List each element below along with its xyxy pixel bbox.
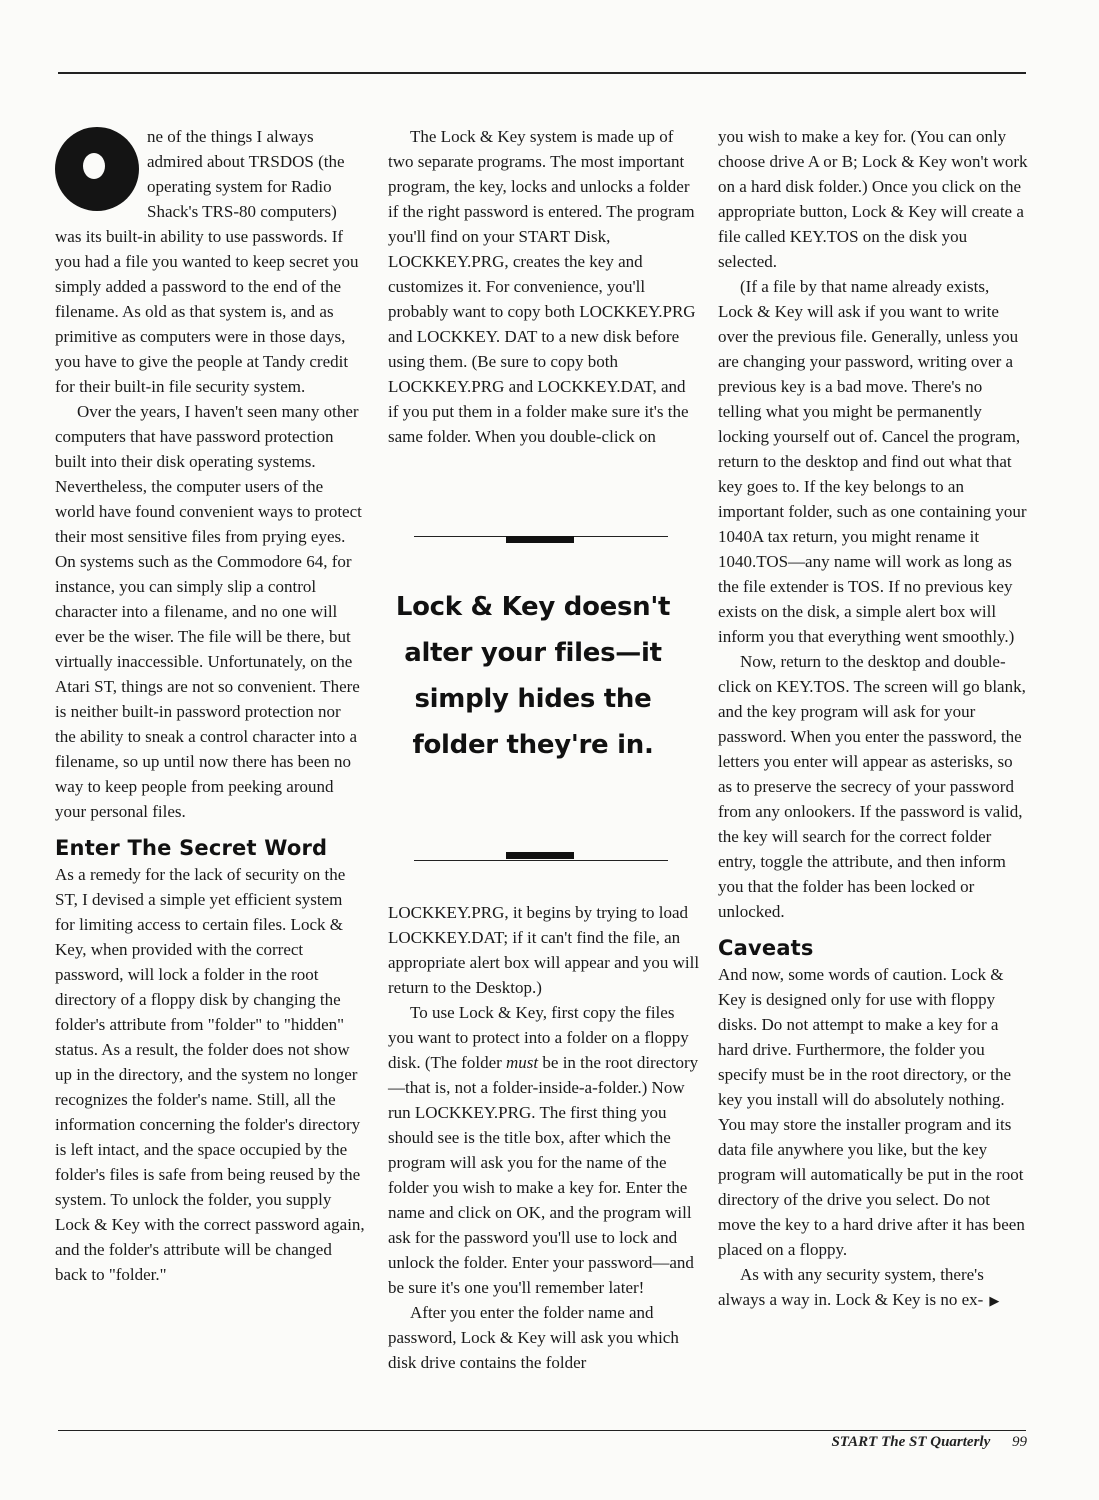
column-3 <box>718 124 1028 1313</box>
paragraph: you wish to make a key for. (You can only choose drive A or B; Lock & Key won't work on a hard disk folder.) Once you click on the appropriate button, Lock & Key will create a file called KEY.TOS on the disk you selected. <box>718 127 1028 271</box>
paragraph: And now, some words of caution. Lock & Key is designed only for use with floppy disks. Do not attempt to make a key for a hard drive. Furthermore, the folder you specify must be in the root directory, or the key you install will do absolutely nothing. You may store the installer program and its data file anywhere you like, but the key program will automatically be put in the root directory of the drive you select. Do not move the key to a hard drive after it has been placed on a floppy. <box>718 965 1025 1259</box>
paragraph <box>388 1000 700 1300</box>
drop-cap-letter-o <box>55 127 139 211</box>
intro-paragraph: ne of the things I always admired about TRSDOS (the operating system for Radio Shack's TRS-80 computers) was its built-in ability to use passwords. If you had a file you wanted to keep secret you simply added a password to the end of the filename. As old as that system is, and as primitive as computers were in those days, you have to give the people at Tandy credit for their built-in file security system. <box>55 127 359 396</box>
magazine-name-rest: The ST Quarterly <box>881 1434 991 1450</box>
column-1 <box>55 124 365 1287</box>
continue-arrow-icon: ▶ <box>989 1293 1000 1308</box>
paragraph: LOCKKEY.PRG, it begins by trying to load LOCKKEY.DAT; if it can't find the file, an appropriate alert box will appear and you will return to the Desktop.) <box>388 903 700 997</box>
paragraph: (If a file by that name already exists, Lock & Key will ask if you want to write over the previous file. Generally, unless you are changing your password, writing over a previous key is a bad move. There's no telling what you might be permanently locking yourself out of. Cancel the program, return to the desktop and find out what that key goes to. If the key belongs to an important folder, such as one containing your 1040A tax return, you might rename it 1040.TOS—any name will work as long as the file extender is TOS. If no previous key exists on the disk, a simple alert box will inform you that everything went smoothly.) <box>718 277 1027 646</box>
pull-quote-text: Lock & Key doesn't alter your files—it simply hides the folder they're in. <box>395 592 671 760</box>
pull-quote-bottom-bar <box>506 852 574 859</box>
top-rule <box>58 72 1026 74</box>
section-heading-caveats: Caveats <box>718 936 814 960</box>
paragraph: As a remedy for the lack of security on the ST, I devised a simple yet efficient system for limiting access to certain files. Lock & Key, when provided with the correct password, will lock a folder in the root directory of a floppy disk by changing the folder's attribute from "folder" to "hidden" status. As a result, the folder does not show up in the directory, and the system no longer recognizes the folder's name. Still, all the information concerning the folder's directory is left intact, and the space occupied by the folder's files is safe from being reused by the system. To unlock the folder, you supply Lock & Key with the correct password again, and the folder's attribute will be changed back to "folder." <box>55 865 365 1284</box>
text-run: be in the root directory—that is, not a folder-inside-a-folder.) Now run LOCKKEY.PRG. The first thing you should see is the title box, after which the program will ask you for the name of the folder you wish to make a key for. Enter the name and click on OK, and the program will ask for the password you'll use to lock and unlock the folder. Enter your password—and be sure it's one you'll remember later! <box>388 1053 699 1297</box>
text-run: As with any security system, there's always a way in. Lock & Key is no ex- <box>718 1265 984 1309</box>
drop-cap <box>55 127 147 213</box>
bottom-rule <box>58 1430 1026 1431</box>
text-run: To use Lock & Key, first copy the files you want to protect into a folder on a floppy disk. (The folder <box>388 1003 689 1072</box>
column-2-continued <box>388 900 700 1375</box>
magazine-name-start: START <box>831 1434 878 1450</box>
paragraph: Now, return to the desktop and double-click on KEY.TOS. The screen will go blank, and the key program will ask for your password. When you enter the password, the letters you enter will appear as asterisks, so as to preserve the secrecy of your password from any onlookers. If the password is valid, the key will search for the correct folder entry, toggle the attribute, and then inform you that the folder has been locked or unlocked. <box>718 652 1026 921</box>
paragraph: After you enter the folder name and password, Lock & Key will ask you which disk drive contains the folder <box>388 1303 679 1372</box>
paragraph: The Lock & Key system is made up of two separate programs. The most important program, the key, locks and unlocks a folder if the right password is entered. The program you'll find on your START Disk, LOCKKEY.PRG, creates the key and customizes it. For convenience, you'll probably want to copy both LOCKKEY.PRG and LOCKKEY. DAT to a new disk before using them. (Be sure to copy both LOCKKEY.PRG and LOCKKEY.DAT, and if you put them in a folder make sure it's the same folder. When you double-click on <box>388 127 696 446</box>
section-heading-enter-secret-word: Enter The Secret Word <box>55 836 328 860</box>
emphasis: must <box>506 1053 539 1072</box>
paragraph: Over the years, I haven't seen many other computers that have password protection built into their disk operating systems. Nevertheless, the computer users of the world have found convenient ways to protect their most sensitive files from prying eyes. On systems such as the Commodore 64, for instance, you can simply slip a control character into a filename, and no one will ever be the wiser. The file will be there, but virtually inaccessible. Unfortunately, on the Atari ST, things are not so convenient. There is neither built-in password protection nor the ability to sneak a control character into a filename, so up until now there has been no way to keep people from peeking around your personal files. <box>55 402 362 821</box>
pull-quote <box>388 536 678 861</box>
pull-quote-bottom-rule <box>414 860 668 861</box>
column-2 <box>388 124 700 474</box>
page-number: 99 <box>1012 1434 1027 1450</box>
paragraph <box>718 1262 1028 1313</box>
pull-quote-top-bar <box>506 536 574 543</box>
page-footer <box>831 1434 1027 1451</box>
